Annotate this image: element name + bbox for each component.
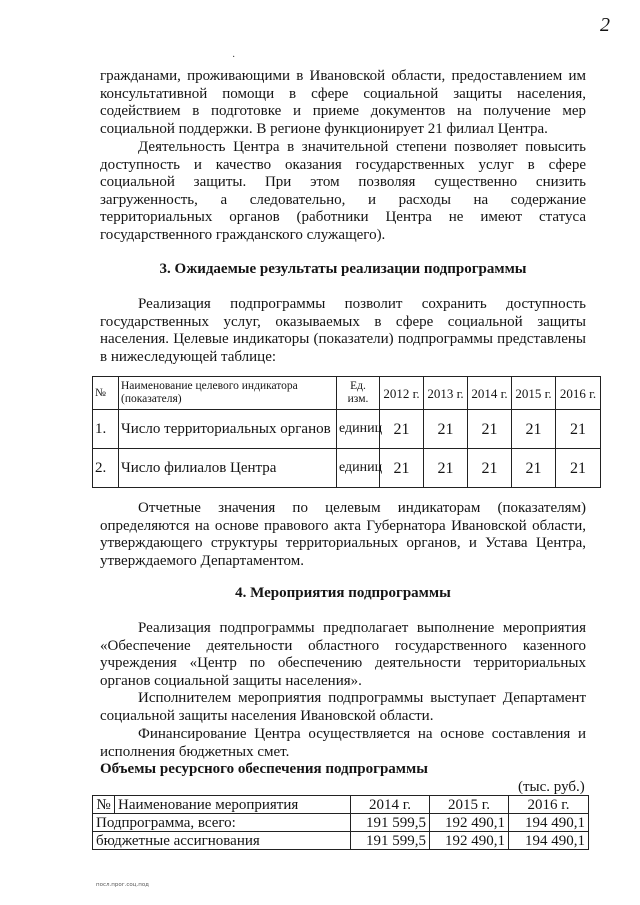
- table-row: [93, 449, 601, 488]
- resources-table: [92, 795, 589, 850]
- header-year: 2014 г.: [351, 796, 430, 814]
- row-value: 21: [556, 449, 601, 488]
- table-row: [93, 814, 589, 832]
- footer-code: посл.прог.соц.под: [96, 882, 149, 888]
- intro-paragraph: гражданами, проживающими в Ивановской области, предоставлением им консультативной помощи в сфере социальной защиты населения, содействием в подготовке и приеме документов на получение мер социальной поддержки. В регионе функционирует 21 филиал Центра.: [100, 68, 586, 137]
- row-activity-name: бюджетные ассигнования: [93, 832, 351, 850]
- stray-mark: ·: [232, 52, 236, 63]
- header-year: 2015 г.: [512, 377, 556, 410]
- units-note: (тыс. руб.): [518, 779, 585, 795]
- table-row: [93, 832, 589, 850]
- header-year: 2012 г.: [380, 377, 424, 410]
- row-value: 21: [380, 410, 424, 449]
- indicator-table: [92, 376, 601, 488]
- section-4-title: 4. Мероприятия подпрограммы: [235, 585, 451, 601]
- row-value: 191 599,5: [351, 814, 430, 832]
- header-unit: Ед. изм.: [337, 377, 380, 410]
- header-year: 2015 г.: [430, 796, 509, 814]
- section-3-title: 3. Ожидаемые результаты реализации подпрограммы: [159, 261, 527, 277]
- row-value: 21: [556, 410, 601, 449]
- header-num: №: [93, 796, 115, 814]
- row-value: 21: [468, 410, 512, 449]
- row-unit: единиц: [337, 410, 380, 449]
- section-4-paragraph-3: Финансирование Центра осуществляется на основе составления и исполнения бюджетных смет.: [100, 726, 586, 760]
- row-unit: единиц: [337, 449, 380, 488]
- header-year: 2014 г.: [468, 377, 512, 410]
- header-activity-name: Наименование мероприятия: [115, 796, 351, 814]
- row-value: 21: [424, 449, 468, 488]
- row-value: 21: [512, 449, 556, 488]
- table-row: [93, 410, 601, 449]
- section-3-paragraph: Реализация подпрограммы позволит сохранить доступность государственных услуг, оказываемых в сфере социальной защиты населения. Целевые индикаторы (показатели) подпрограммы представлены в нижеследующей таблице:: [100, 296, 586, 365]
- header-indicator-name: Наименование целевого индикатора (показателя): [119, 377, 337, 410]
- page-number: 2: [600, 14, 610, 36]
- row-activity-name: Подпрограмма, всего:: [93, 814, 351, 832]
- section-4-paragraph-2: Исполнителем мероприятия подпрограммы выступает Департамент социальной защиты населения Ивановской области.: [100, 690, 586, 724]
- row-num: 1.: [93, 410, 119, 449]
- row-value: 191 599,5: [351, 832, 430, 850]
- resources-table-header: [93, 796, 589, 814]
- header-year: 2016 г.: [556, 377, 601, 410]
- resources-title: Объемы ресурсного обеспечения подпрограммы: [100, 761, 428, 777]
- row-value: 21: [512, 410, 556, 449]
- header-year: 2013 г.: [424, 377, 468, 410]
- header-year: 2016 г.: [509, 796, 589, 814]
- row-value: 192 490,1: [430, 814, 509, 832]
- row-indicator-name: Число филиалов Центра: [119, 449, 337, 488]
- row-indicator-name: Число территориальных органов: [119, 410, 337, 449]
- section-4-paragraph-1: Реализация подпрограммы предполагает выполнение мероприятия «Обеспечение деятельности областного государственного казенного учреждения «Центр по обеспечению деятельности территориальных органов социальной защиты населения».: [100, 620, 586, 689]
- paragraph-center-activity: Деятельность Центра в значительной степени позволяет повысить доступность и качество оказания государственных услуг в сфере социальной защиты. При этом позволяя существенно снизить загруженность, а следовательно, и расходы на содержание территориальных органов (работники Центра не имеют статуса государственного гражданского служащего).: [100, 139, 586, 243]
- indicator-table-header: [93, 377, 601, 410]
- row-num: 2.: [93, 449, 119, 488]
- row-value: 192 490,1: [430, 832, 509, 850]
- header-num: №: [93, 377, 119, 410]
- row-value: 21: [468, 449, 512, 488]
- row-value: 21: [380, 449, 424, 488]
- row-value: 194 490,1: [509, 832, 589, 850]
- paragraph-reports: Отчетные значения по целевым индикаторам (показателям) определяются на основе правового акта Губернатора Ивановской области, утверждающего структуры территориальных органов, и Устава Центра, утверждаемого Департаментом.: [100, 500, 586, 569]
- row-value: 194 490,1: [509, 814, 589, 832]
- row-value: 21: [424, 410, 468, 449]
